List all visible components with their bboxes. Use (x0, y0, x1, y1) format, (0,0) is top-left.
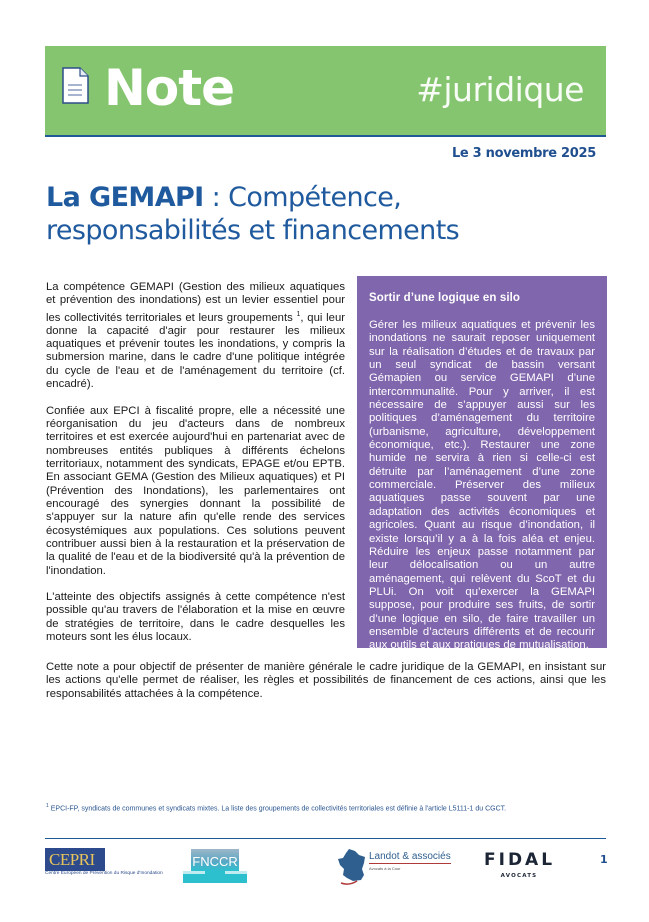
landot-logo (337, 847, 451, 887)
fidal-logo-subtitle: AVOCATS (500, 873, 538, 879)
callout-heading: Sortir d’une logique en silo (369, 292, 521, 304)
document-title (46, 181, 566, 247)
category-tag: #juridique (416, 70, 584, 109)
paragraph-intro (46, 281, 345, 392)
footer-divider (45, 838, 606, 839)
cepri-logo-subtitle: Centre Européen de Prévention du Risque d'Inondation (45, 871, 163, 876)
title-light-part: : Compétence, responsabilités et financements (46, 182, 460, 246)
callout-text: Gérer les milieux aquatiques et prévenir les inondations ne saurait reposer uniquement sur la réalisation d’études et de travaux par un seul syndicat de bassin versant Gémapien ou service GEMAPI d’une intercommunalité. Pour y arriver, il est nécessaire de s’appuyer aussi sur les politiques d’aménagement du territoire (urbanisme, agriculture, développement économique, etc.). Restaurer une zone humide ne servira à rien si celle-ci est détruite par l’aménagement d’une zone commerciale. Préserver des milieux aquatiques passe souvent par une adaptation des activités économiques et agricoles. Quant au risque d’inondation, il existe lorsqu’il y a à la fois aléa et enjeu. Réduire les enjeux passe notamment par leur délocalisation ou un autre aménagement, qui relèvent du ScoT et du PLUi. On voit qu’exercer la GEMAPI suppose, pour produire ses fruits, de sortir d’une logique en silo, de faire travailler un ensemble d’acteurs différents et de recourir aux outils et aux pratiques de mutualisation. (369, 319, 595, 652)
footnote (46, 802, 616, 813)
landot-logo-subtitle: Avocats à la Cour (369, 866, 401, 871)
page-number: 1 (600, 853, 608, 866)
footnote-ref[interactable]: 1 (296, 310, 301, 318)
cepri-logo (45, 848, 163, 884)
landot-logo-name: Landot & associés (369, 851, 451, 862)
intro-text-a: La compétence GEMAPI (Gestion des milieux aquatiques et prévention des inondations) est un levier essentiel pour les collectivités territoriales et leurs groupements (46, 281, 345, 324)
fnccr-logo (183, 849, 247, 883)
fidal-logo (484, 851, 554, 883)
title-bold-part: La GEMAPI (46, 182, 204, 213)
footnote-text: EPCI-FP, syndicats de communes et syndicats mixtes. La liste des groupements de collectivités territoriales est définie à l'article L5111-1 du CGCT. (48, 805, 507, 813)
france-map-icon (337, 847, 369, 887)
paragraph-objectives: L'atteinte des objectifs assignés à cette compétence n'est possible qu'au travers de l'élaboration et la mise en œuvre de stratégies de territoire, dans le cadre desquelles les moteurs sont les élus locaux. (46, 590, 345, 644)
header-banner (45, 46, 606, 137)
fidal-logo-name: FIDAL (484, 850, 556, 870)
intro-text-b: , qui leur donne la capacité d'agir pour restaurer les milieux aquatiques et prévenir toutes les inondations, y compris la submersion marine, dans le cadre d'une politique intégrée du cycle de l'eau et de l'aménagement du territoire (cf. encadré). (46, 311, 345, 391)
note-title: Note (104, 59, 235, 117)
callout-box (357, 276, 607, 652)
publication-date: Le 3 novembre 2025 (451, 146, 596, 161)
paragraph-conclusion: Cette note a pour objectif de présenter de manière générale le cadre juridique de la GEMAPI, en insistant sur les actions qu'elle permet de réaliser, les règles et possibilités de financement de ces actions, ainsi que les responsabilités attachées à la compétence. (46, 661, 606, 700)
left-column (46, 281, 345, 657)
paragraph-epci: Confiée aux EPCI à fiscalité propre, elle a nécessité une réorganisation du jeu d'acteurs dans de nombreux territoires et est exercée aujourd'hui en partenariat avec de nombreuses entités publiques à différents échelons territoriaux, notamment des syndicats, EPAGE et/ou EPTB. En associant GEMA (Gestion des Milieux aquatiques) et PI (Prévention des Inondations), les parlementaires ont encouragé des synergies donnant la possibilité de s'appuyer sur la nature afin qu'elle rende des services écosystémiques aux populations. Ces solutions peuvent contribuer aussi bien à la restauration et la préservation de la qualité de l'eau et de la biodiversité qu'à la prévention de l'inondation. (46, 404, 345, 577)
footnote-marker: 1 (46, 803, 49, 809)
cepri-logo-mark: CEPRI (45, 848, 105, 871)
fnccr-logo-text: FNCCR (192, 854, 238, 869)
document-icon (62, 67, 89, 104)
